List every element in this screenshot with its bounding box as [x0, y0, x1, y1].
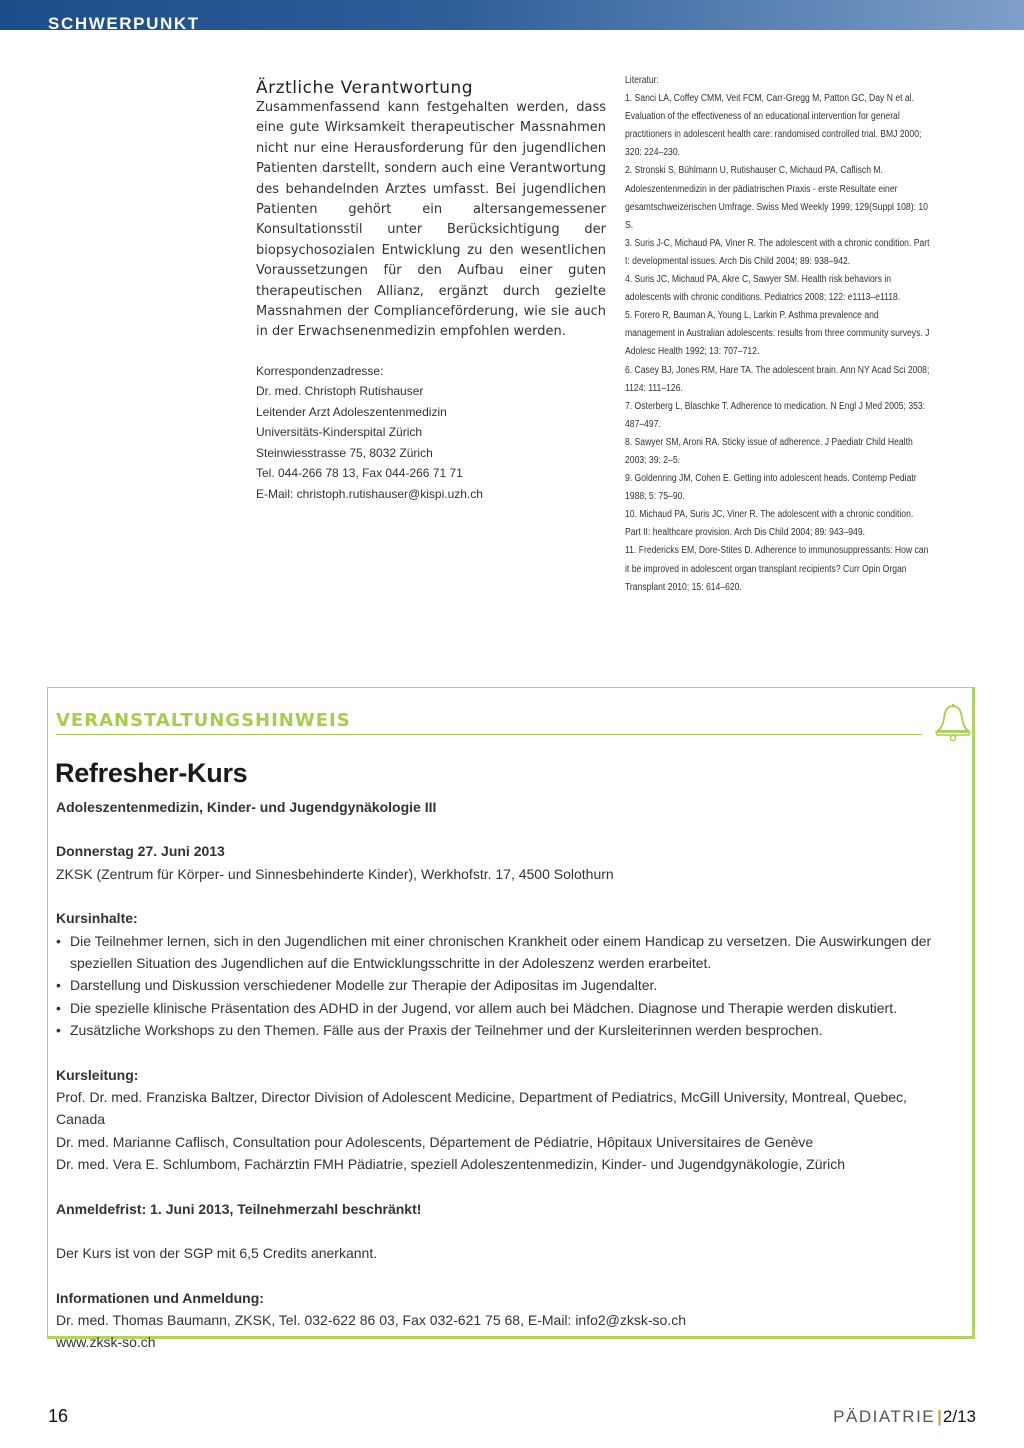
credits-note: Der Kurs ist von der SGP mit 6,5 Credits anerkannt.	[56, 1245, 378, 1262]
contact-phone: Tel. 044-266 78 13, Fax 044-266 71 71	[256, 466, 463, 481]
section-header-band	[0, 0, 1024, 33]
literature-title: Literatur:	[625, 75, 659, 86]
course-subtitle: Adoleszentenmedizin, Kinder- und Jugendgynäkologie III	[56, 799, 437, 815]
reference-item: 1. Sanci LA, Coffey CMM, Veit FCM, Carr-Gregg M, Patton GC, Day N et al. Evaluation of the effectiveness of an educational intervention for general practitioners in adolescent health care: randomised controlled trial. BMJ 2000; 320: 224–230.	[625, 93, 922, 159]
course-content-item: • Darstellung und Diskussion verschiedener Modelle zur Therapie der Adipositas im Jugendalter.	[56, 974, 956, 996]
contact-institution: Universitäts-Kinderspital Zürich	[256, 425, 423, 440]
info-website-link[interactable]: www.zksk-so.ch	[56, 1334, 156, 1351]
reference-item: 5. Forero R, Bauman A, Young L, Larkin P. Asthma prevalence and management in Australian adolescents: results from three community surveys. J Adolesc Health 1992; 13: 707–712.	[625, 310, 930, 358]
course-leader: Dr. med. Marianne Caflisch, Consultation pour Adolescents, Département de Pédiatrie, Hôpitaux Universitaires de Genève	[56, 1133, 814, 1150]
reference-item: 7. Osterberg L, Blaschke T. Adherence to medication. N Engl J Med 2005; 353: 487–497.	[625, 400, 926, 430]
course-content-item: • Die spezielle klinische Präsentation des ADHD in der Jugend, vor allem auch bei Mädchen. Diagnose und Therapie werden diskutiert.	[56, 997, 956, 1019]
reference-item: 11. Fredericks EM, Dore-Stites D. Adherence to immunosuppressants: How can it be improved in adolescent organ transplant recipients? Curr Opin Organ Transplant 2010; 15: 614–620.	[625, 545, 929, 593]
reference-item: 8. Sawyer SM, Aroni RA. Sticky issue of adherence. J Paediatr Child Health 2003; 39: 2–5.	[625, 436, 913, 466]
correspondence-address	[256, 361, 606, 505]
reference-item: 3. Suris J-C, Michaud PA, Viner R. The adolescent with a chronic condition. Part I: developmental issues. Arch Dis Child 2004; 89: 938–942.	[625, 237, 930, 267]
course-leader: Dr. med. Vera E. Schlumbom, Fachärztin FMH Pädiatrie, speziell Adoleszentenmedizin, Kinder- und Jugendgynäkologie, Zürich	[56, 1156, 846, 1173]
reference-item: 4. Suris JC, Michaud PA, Akre C, Sawyer SM. Health risk behaviors in adolescents with chronic conditions. Pediatrics 2008; 122: e1113–e1118.	[625, 274, 901, 304]
article-section	[256, 78, 606, 504]
event-details	[56, 796, 956, 1354]
journal-footer	[833, 1407, 976, 1427]
course-title: Refresher-Kurs	[55, 758, 248, 788]
page-number: 16	[48, 1406, 69, 1426]
contact-position: Leitender Arzt Adoleszentenmedizin	[256, 404, 447, 419]
correspondence-title: Korrespondenzadresse:	[256, 363, 384, 378]
article-body: Zusammenfassend kann festgehalten werden, dass eine gute Wirksamkeit therapeutischer Massnahmen nicht nur eine Herausforderung für den jugendlichen Patienten darstellt, sondern auch eine Verantwortung des behandelnden Arztes umfasst. Bei jugendlichen Patienten gehört ein altersangemessener Konsultationsstil unter Berücksichtigung der biopsychosozialen Entwicklung zu den wesentlichen Voraussetzungen für den Aufbau einer guten therapeutischen Allianz, ergänzt durch gezielte Massnahmen der Complianceförderung, wie sie auch in der Erwachsenenmedizin empfohlen werden.	[256, 100, 606, 340]
literature-list	[625, 72, 931, 597]
reference-item: 2. Stronski S, Bühlmann U, Rutishauser C, Michaud PA, Caflisch M. Adoleszentenmedizin in der pädiatrischen Praxis - erste Resultate einer gesamtschweizerischen Umfrage. Swiss Med Weekly 1999; 129(Suppl 108): 10 S.	[625, 165, 928, 231]
journal-divider: |	[937, 1407, 942, 1426]
bell-icon	[932, 701, 974, 743]
reference-item: 9. Goldenring JM, Cohen E. Getting into adolescent heads. Contemp Pediatr 1988; 5: 75–90.	[625, 473, 917, 503]
event-date: Donnerstag 27. Juni 2013	[56, 843, 225, 860]
reference-item: 6. Casey BJ, Jones RM, Hare TA. The adolescent brain. Ann NY Acad Sci 2008; 1124: 111–126.	[625, 364, 930, 394]
contact-email: E-Mail: christoph.rutishauser@kispi.uzh.ch	[256, 486, 483, 501]
reference-item: 10. Michaud PA, Suris JC, Viner R. The adolescent with a chronic condition. Part II: healthcare provision. Arch Dis Child 2004; 89: 943–949.	[625, 509, 914, 539]
section-label: SCHWERPUNKT	[48, 14, 200, 33]
event-notice-label: VERANSTALTUNGSHINWEIS	[56, 710, 351, 731]
course-leader: Prof. Dr. med. Franziska Baltzer, Director Division of Adolescent Medicine, Department of Pediatrics, McGill University, Montreal, Quebec, Canada	[56, 1089, 907, 1128]
article-heading: Ärztliche Verantwortung	[256, 78, 474, 98]
journal-issue: 2/13	[942, 1407, 976, 1426]
journal-name: PÄDIATRIE	[833, 1407, 936, 1426]
course-content-item: • Die Teilnehmer lernen, sich in den Jugendlichen mit einer chronischen Krankheit oder einem Handicap zu versetzen. Die Auswirkungen der speziellen Situation des Jugendlichen auf die Entwicklungsschritte in der Adoleszenz werden erarbeitet.	[56, 930, 956, 975]
info-heading: Informationen und Anmeldung:	[56, 1289, 264, 1306]
course-leaders-heading: Kursleitung:	[56, 1066, 139, 1083]
info-contact: Dr. med. Thomas Baumann, ZKSK, Tel. 032-622 86 03, Fax 032-621 75 68, E-Mail: info2@zksk-so.ch	[56, 1311, 687, 1328]
registration-deadline: Anmeldefrist: 1. Juni 2013, Teilnehmerzahl beschränkt!	[56, 1200, 422, 1217]
contact-name: Dr. med. Christoph Rutishauser	[256, 384, 424, 399]
course-contents-list	[56, 930, 956, 1042]
contact-street: Steinwiesstrasse 75, 8032 Zürich	[256, 445, 433, 460]
event-location: ZKSK (Zentrum für Körper- und Sinnesbehinderte Kinder), Werkhofstr. 17, 4500 Solothurn	[56, 865, 614, 882]
course-contents-heading: Kursinhalte:	[56, 910, 138, 927]
course-content-item: • Zusätzliche Workshops zu den Themen. Fälle aus der Praxis der Teilnehmer und der Kursleiterinnen werden besprochen.	[56, 1019, 956, 1041]
event-divider	[56, 734, 922, 735]
